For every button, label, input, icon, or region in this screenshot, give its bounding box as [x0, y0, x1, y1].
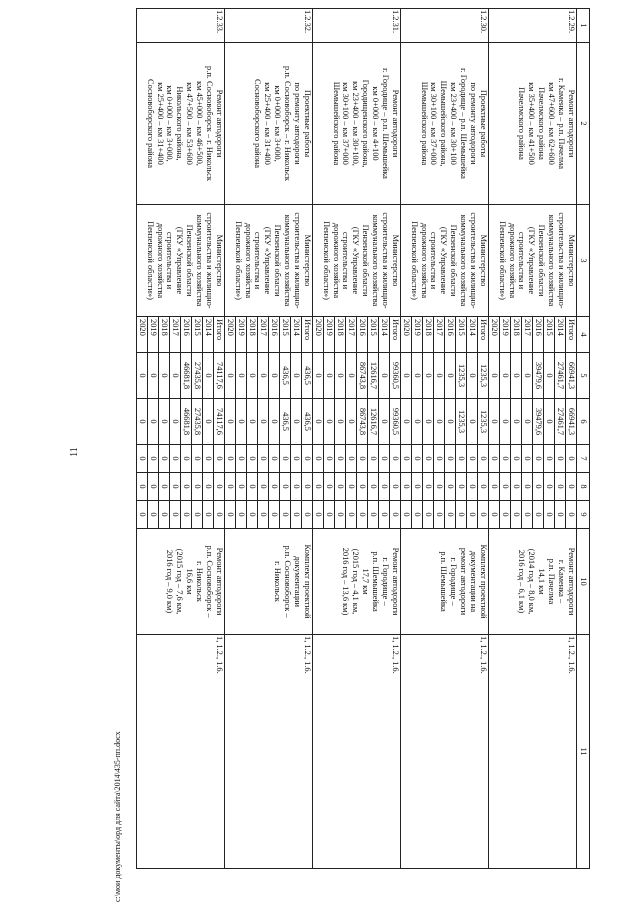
amount-cell: 86743,8: [357, 399, 368, 445]
amount-cell: 0: [346, 353, 357, 399]
year-cell: 2015: [544, 317, 555, 353]
expected-result: Ремонт автодороги р.п. Сосновоборск – г. Никольск 16,6 км (2015 год – 7,6 км, 2016 год – 9,0 км): [137, 529, 225, 635]
executor: Министерство строительства и жилищно- коммунального хозяйства Пензенской области (ГКУ «Управление строительства и дорожного хозяйства Пензенской области»): [313, 205, 401, 317]
year-cell: 2020: [401, 317, 412, 353]
amount-cell: 27461,7: [555, 353, 566, 399]
amount-cell: 0: [258, 445, 269, 473]
amount-cell: 0: [357, 473, 368, 501]
amount-cell: 0: [401, 501, 412, 529]
amount-cell: 0: [203, 473, 214, 501]
amount-cell: 0: [544, 399, 555, 445]
amount-cell: 0: [313, 399, 324, 445]
activity-name: Проектные работы по ремонту автодороги г. Городище – р.п. Шемышейка км 23+400 – км 30+100 Шемышейского района, км 30+100 – км 37+000 Шемышейского района: [401, 43, 489, 205]
amount-cell: 0: [412, 399, 423, 445]
row-number: 1.2.30.: [401, 9, 489, 43]
amount-cell: 0: [434, 501, 445, 529]
amount-cell: 0: [236, 399, 247, 445]
year-cell: 2017: [258, 317, 269, 353]
amount-cell: 0: [214, 501, 225, 529]
amount-cell: 0: [555, 473, 566, 501]
amount-cell: 0: [412, 445, 423, 473]
amount-cell: 0: [324, 473, 335, 501]
amount-cell: 0: [335, 353, 346, 399]
amount-cell: 0: [566, 501, 577, 529]
amount-cell: 0: [148, 353, 159, 399]
executor: Министерство строительства и жилищно- коммунального хозяйства Пензенской области (ГКУ «Управление строительства и дорожного хозяйства Пензенской области»): [489, 205, 577, 317]
amount-cell: 0: [390, 473, 401, 501]
amount-cell: 0: [291, 399, 302, 445]
amount-cell: 436,5: [302, 399, 313, 445]
amount-cell: 0: [478, 445, 489, 473]
table-row: [566, 9, 577, 869]
amount-cell: 0: [269, 445, 280, 473]
year-cell: 2018: [247, 317, 258, 353]
amount-cell: 12616,7: [368, 399, 379, 445]
amount-cell: 0: [247, 399, 258, 445]
amount-cell: 0: [335, 501, 346, 529]
amount-cell: 0: [137, 473, 148, 501]
goal-reference: 1, 1.2., 1.6.: [225, 635, 313, 869]
column-header: 9: [577, 501, 590, 529]
amount-cell: 436,5: [280, 353, 291, 399]
amount-cell: 0: [445, 473, 456, 501]
amount-cell: 0: [456, 501, 467, 529]
amount-cell: 0: [148, 501, 159, 529]
table-row: [478, 9, 489, 869]
amount-cell: 0: [247, 473, 258, 501]
year-cell: 2018: [335, 317, 346, 353]
column-header: 6: [577, 399, 590, 445]
amount-cell: 0: [401, 445, 412, 473]
amount-cell: 0: [489, 473, 500, 501]
amount-cell: 0: [379, 399, 390, 445]
amount-cell: 0: [489, 501, 500, 529]
year-cell: 2019: [148, 317, 159, 353]
amount-cell: 1235,3: [456, 399, 467, 445]
amount-cell: 39479,6: [533, 353, 544, 399]
amount-cell: 0: [203, 399, 214, 445]
amount-cell: 0: [335, 445, 346, 473]
amount-cell: 0: [401, 353, 412, 399]
year-cell: 2018: [511, 317, 522, 353]
amount-cell: 74117,6: [214, 353, 225, 399]
amount-cell: 0: [445, 353, 456, 399]
amount-cell: 0: [401, 399, 412, 445]
year-cell: 2020: [313, 317, 324, 353]
amount-cell: 0: [412, 353, 423, 399]
amount-cell: 0: [445, 399, 456, 445]
amount-cell: 0: [192, 445, 203, 473]
amount-cell: 0: [390, 445, 401, 473]
amount-cell: 436,5: [302, 353, 313, 399]
amount-cell: 0: [489, 353, 500, 399]
year-cell: 2017: [522, 317, 533, 353]
amount-cell: 0: [280, 445, 291, 473]
amount-cell: 27461,7: [555, 399, 566, 445]
activity-name: Ремонт автодороги г. Городище – р.п. Шемышейка км 0+000 – км 4+100 Городищенского района, км 23+400 – км 30+100, км 30+100 – км 37+000 Шемышейского района: [313, 43, 401, 205]
amount-cell: 0: [533, 501, 544, 529]
amount-cell: 0: [489, 445, 500, 473]
amount-cell: 0: [346, 501, 357, 529]
amount-cell: 0: [258, 473, 269, 501]
amount-cell: 0: [313, 473, 324, 501]
amount-cell: 0: [346, 445, 357, 473]
amount-cell: 0: [379, 473, 390, 501]
executor: Министерство строительства и жилищно- коммунального хозяйства Пензенской области (ГКУ «Управление строительства и дорожного хозяйства Пензенской области»): [401, 205, 489, 317]
amount-cell: 0: [434, 399, 445, 445]
amount-cell: 0: [291, 501, 302, 529]
amount-cell: 1235,3: [478, 353, 489, 399]
amount-cell: 0: [170, 501, 181, 529]
column-header: 11: [577, 635, 590, 869]
year-cell: 2016: [181, 317, 192, 353]
year-cell: 2018: [423, 317, 434, 353]
amount-cell: 0: [258, 353, 269, 399]
amount-cell: 0: [544, 353, 555, 399]
year-cell: 2015: [192, 317, 203, 353]
year-cell: 2016: [357, 317, 368, 353]
executor: Министерство строительства и жилищно- коммунального хозяйства Пензенской области (ГКУ «Управление строительства и дорожного хозяйства Пензенской области»): [225, 205, 313, 317]
amount-cell: 0: [324, 399, 335, 445]
amount-cell: 0: [203, 353, 214, 399]
amount-cell: 0: [434, 445, 445, 473]
amount-cell: 0: [225, 445, 236, 473]
amount-cell: 0: [357, 501, 368, 529]
year-cell: 2018: [159, 317, 170, 353]
amount-cell: 0: [511, 473, 522, 501]
activity-name: Проектные работы по ремонту автодороги р.п. Сосновоборск – г. Никольск км 0+000 – км 3+000, км 25+400 – км 31+400 Сосновоборского района: [225, 43, 313, 205]
amount-cell: 0: [170, 353, 181, 399]
amount-cell: 0: [324, 353, 335, 399]
amount-cell: 0: [302, 501, 313, 529]
amount-cell: 436,5: [280, 399, 291, 445]
amount-cell: 0: [346, 399, 357, 445]
amount-cell: 0: [423, 501, 434, 529]
amount-cell: 0: [379, 445, 390, 473]
amount-cell: 0: [467, 501, 478, 529]
amount-cell: 0: [137, 353, 148, 399]
amount-cell: 0: [148, 445, 159, 473]
amount-cell: 39479,6: [533, 399, 544, 445]
amount-cell: 12616,7: [368, 353, 379, 399]
amount-cell: 0: [368, 473, 379, 501]
amount-cell: 0: [533, 445, 544, 473]
year-cell: 2016: [445, 317, 456, 353]
amount-cell: 0: [247, 353, 258, 399]
amount-cell: 0: [379, 501, 390, 529]
year-cell: 2019: [500, 317, 511, 353]
column-header: 10: [577, 529, 590, 635]
amount-cell: 0: [203, 501, 214, 529]
amount-cell: 0: [225, 399, 236, 445]
amount-cell: 0: [401, 473, 412, 501]
amount-cell: 0: [467, 445, 478, 473]
amount-cell: 0: [159, 501, 170, 529]
amount-cell: 0: [236, 353, 247, 399]
year-cell: 2019: [324, 317, 335, 353]
amount-cell: 66941,3: [566, 353, 577, 399]
expected-result: Ремонт автодороги г. Городище – р.п. Шемышейка 17,7 км (2015 год – 4,1 км, 2016 год – 13,6 км): [313, 529, 401, 635]
amount-cell: 0: [291, 473, 302, 501]
year-cell: 2020: [137, 317, 148, 353]
amount-cell: 0: [467, 353, 478, 399]
amount-cell: 0: [346, 473, 357, 501]
amount-cell: 0: [247, 445, 258, 473]
amount-cell: 0: [533, 473, 544, 501]
amount-cell: 0: [258, 399, 269, 445]
amount-cell: 0: [225, 473, 236, 501]
year-cell: 2014: [203, 317, 214, 353]
year-cell: Итого: [214, 317, 225, 353]
amount-cell: 0: [500, 473, 511, 501]
activity-name: Ремонт автодороги г. Каменка – р.п. Пачелма км 47+600 – км 62+600 Пачелмского района км 35+400 – км 41+500 Пачелмского района: [489, 43, 577, 205]
column-header: 4: [577, 317, 590, 353]
amount-cell: 0: [566, 473, 577, 501]
amount-cell: 0: [280, 501, 291, 529]
year-cell: 2017: [346, 317, 357, 353]
amount-cell: 0: [522, 399, 533, 445]
amount-cell: 0: [423, 445, 434, 473]
amount-cell: 99360,5: [390, 399, 401, 445]
year-cell: 2015: [368, 317, 379, 353]
amount-cell: 0: [159, 353, 170, 399]
amount-cell: 1235,3: [478, 399, 489, 445]
amount-cell: 0: [192, 501, 203, 529]
year-cell: 2019: [236, 317, 247, 353]
amount-cell: 0: [368, 501, 379, 529]
amount-cell: 0: [236, 473, 247, 501]
amount-cell: 0: [390, 501, 401, 529]
amount-cell: 0: [379, 353, 390, 399]
amount-cell: 0: [225, 353, 236, 399]
amount-cell: 0: [335, 399, 346, 445]
amount-cell: 0: [357, 445, 368, 473]
amount-cell: 0: [137, 501, 148, 529]
amount-cell: 0: [148, 399, 159, 445]
column-header: 7: [577, 445, 590, 473]
amount-cell: 0: [544, 473, 555, 501]
amount-cell: 0: [269, 399, 280, 445]
amount-cell: 0: [522, 445, 533, 473]
amount-cell: 0: [214, 473, 225, 501]
amount-cell: 0: [456, 473, 467, 501]
expected-result: Комплект проектной документации на ремонт автодороги г. Городище – р.п. Шемышейка: [401, 529, 489, 635]
year-cell: 2019: [412, 317, 423, 353]
amount-cell: 27435,8: [192, 399, 203, 445]
amount-cell: 0: [412, 473, 423, 501]
amount-cell: 0: [324, 501, 335, 529]
goal-reference: 1, 1.2., 1.6.: [489, 635, 577, 869]
amount-cell: 0: [280, 473, 291, 501]
year-cell: Итого: [302, 317, 313, 353]
amount-cell: 0: [269, 501, 280, 529]
amount-cell: 74117,6: [214, 399, 225, 445]
year-cell: 2017: [170, 317, 181, 353]
header-row: [577, 9, 590, 869]
table-row: [390, 9, 401, 869]
amount-cell: 0: [445, 445, 456, 473]
year-cell: 2015: [456, 317, 467, 353]
amount-cell: 0: [269, 473, 280, 501]
amount-cell: 0: [445, 501, 456, 529]
footer-file-path: c:\мои документы\орд для сайта\2014\435-пп.docx: [113, 731, 122, 902]
row-number: 1.2.32.: [225, 9, 313, 43]
amount-cell: 0: [181, 445, 192, 473]
amount-cell: 0: [456, 445, 467, 473]
amount-cell: 0: [236, 501, 247, 529]
column-header: 5: [577, 353, 590, 399]
amount-cell: 0: [214, 445, 225, 473]
amount-cell: 0: [511, 501, 522, 529]
activity-name: Ремонт автодороги р.п. Сосновоборск – г. Никольск км 45+000 – км 46+500, км 47+500 – км 53+600 Никольского района, км 0+000 – км 3+000, км 25+400 – км 31+400 Сосновоборского района: [137, 43, 225, 205]
amount-cell: 0: [313, 353, 324, 399]
amount-cell: 0: [434, 473, 445, 501]
amount-cell: 66941,3: [566, 399, 577, 445]
amount-cell: 0: [313, 501, 324, 529]
amount-cell: 0: [511, 399, 522, 445]
amount-cell: 0: [170, 445, 181, 473]
amount-cell: 0: [423, 473, 434, 501]
amount-cell: 1235,3: [456, 353, 467, 399]
amount-cell: 0: [324, 445, 335, 473]
amount-cell: 0: [555, 445, 566, 473]
amount-cell: 0: [478, 473, 489, 501]
goal-reference: 1, 1.2., 1.6.: [313, 635, 401, 869]
amount-cell: 0: [302, 473, 313, 501]
amount-cell: 0: [137, 399, 148, 445]
amount-cell: 0: [225, 501, 236, 529]
amount-cell: 0: [412, 501, 423, 529]
column-header: 1: [577, 9, 590, 43]
amount-cell: 0: [302, 445, 313, 473]
amount-cell: 0: [500, 445, 511, 473]
amount-cell: 0: [181, 473, 192, 501]
program-table: [136, 8, 590, 869]
amount-cell: 99360,5: [390, 353, 401, 399]
amount-cell: 0: [148, 473, 159, 501]
amount-cell: 27435,8: [192, 353, 203, 399]
amount-cell: 0: [313, 445, 324, 473]
amount-cell: 0: [258, 501, 269, 529]
amount-cell: 0: [291, 445, 302, 473]
goal-reference: 1, 1.2., 1.6.: [401, 635, 489, 869]
column-header: 2: [577, 43, 590, 205]
year-cell: 2020: [489, 317, 500, 353]
year-cell: 2015: [280, 317, 291, 353]
amount-cell: 0: [511, 353, 522, 399]
year-cell: 2017: [434, 317, 445, 353]
amount-cell: 0: [522, 473, 533, 501]
executor: Министерство строительства и жилищно- коммунального хозяйства Пензенской области (ГКУ «Управление строительства и дорожного хозяйства Пензенской области»): [137, 205, 225, 317]
year-cell: 2016: [533, 317, 544, 353]
year-cell: 2014: [467, 317, 478, 353]
table-row: [302, 9, 313, 869]
amount-cell: 0: [159, 399, 170, 445]
year-cell: Итого: [390, 317, 401, 353]
amount-cell: 0: [159, 445, 170, 473]
amount-cell: 0: [423, 353, 434, 399]
amount-cell: 0: [203, 445, 214, 473]
year-cell: 2016: [269, 317, 280, 353]
amount-cell: 0: [500, 501, 511, 529]
amount-cell: 0: [170, 473, 181, 501]
amount-cell: 0: [511, 445, 522, 473]
row-number: 1.2.33.: [137, 9, 225, 43]
table-row: [214, 9, 225, 869]
amount-cell: 0: [335, 473, 346, 501]
amount-cell: 0: [467, 473, 478, 501]
amount-cell: 0: [247, 501, 258, 529]
amount-cell: 0: [368, 445, 379, 473]
year-cell: 2014: [555, 317, 566, 353]
amount-cell: 0: [500, 353, 511, 399]
amount-cell: 0: [555, 501, 566, 529]
amount-cell: 0: [423, 399, 434, 445]
year-cell: 2020: [225, 317, 236, 353]
amount-cell: 0: [170, 399, 181, 445]
amount-cell: 0: [159, 473, 170, 501]
amount-cell: 0: [434, 353, 445, 399]
amount-cell: 0: [181, 501, 192, 529]
amount-cell: 46681,8: [181, 399, 192, 445]
amount-cell: 0: [236, 445, 247, 473]
amount-cell: 0: [269, 353, 280, 399]
rotated-table-container: [90, 8, 590, 868]
year-cell: Итого: [478, 317, 489, 353]
year-cell: Итого: [566, 317, 577, 353]
expected-result: Ремонт автодороги г. Каменка – р.п. Пачелма 14,1 км (2014 год – 8,0 км, 2016 год – 6,1 км): [489, 529, 577, 635]
page-number: 11: [69, 447, 80, 457]
amount-cell: 0: [478, 501, 489, 529]
column-header: 3: [577, 205, 590, 317]
expected-result: Комплект проектной документации р.п. Сосновоборск – г. Никольск: [225, 529, 313, 635]
amount-cell: 0: [544, 501, 555, 529]
amount-cell: 86743,8: [357, 353, 368, 399]
amount-cell: 0: [137, 445, 148, 473]
goal-reference: 1, 1.2., 1.6.: [137, 635, 225, 869]
amount-cell: 0: [544, 445, 555, 473]
year-cell: 2014: [291, 317, 302, 353]
amount-cell: 0: [566, 445, 577, 473]
amount-cell: 0: [192, 473, 203, 501]
amount-cell: 0: [489, 399, 500, 445]
column-header: 8: [577, 473, 590, 501]
row-number: 1.2.29.: [489, 9, 577, 43]
amount-cell: 0: [467, 399, 478, 445]
amount-cell: 0: [522, 501, 533, 529]
amount-cell: 0: [291, 353, 302, 399]
amount-cell: 0: [500, 399, 511, 445]
row-number: 1.2.31.: [313, 9, 401, 43]
amount-cell: 0: [522, 353, 533, 399]
amount-cell: 46681,8: [181, 353, 192, 399]
year-cell: 2014: [379, 317, 390, 353]
